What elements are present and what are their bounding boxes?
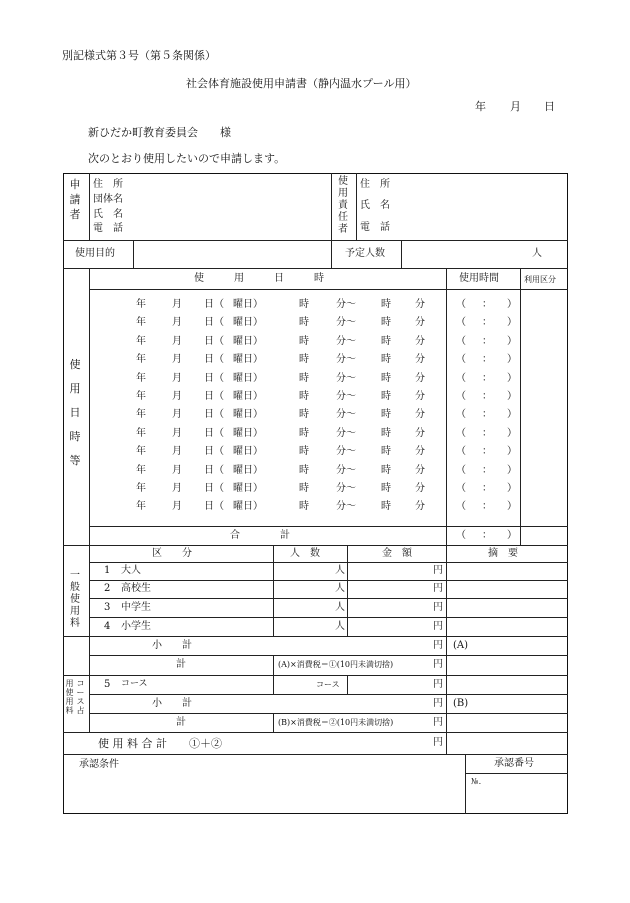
schedule-row-weekday: 曜日）	[233, 335, 263, 347]
fee-row-name: 中学生	[121, 602, 151, 613]
fee-people-header: 人 数	[290, 548, 320, 559]
fee-row-num: 3	[104, 602, 111, 613]
schedule-row-day: 日（	[204, 427, 224, 439]
schedule-row-min1: 分～	[336, 391, 356, 402]
schedule-row-time-open: （	[456, 299, 466, 310]
fee-row-unit: 人	[335, 621, 345, 632]
fee-row-unit: 人	[335, 602, 345, 613]
course-row-num: 5	[104, 679, 111, 690]
schedule-row-time-colon: ：	[482, 446, 492, 458]
schedule-row-min1: 分～	[336, 317, 356, 329]
schedule-row-time-open: （	[456, 317, 466, 329]
schedule-row-day: 日（	[204, 483, 224, 494]
course-subtotal-yen: 円	[433, 698, 443, 709]
schedule-row-weekday: 曜日）	[233, 354, 263, 366]
schedule-row-year: 年	[136, 446, 146, 458]
total-time-colon: ：	[482, 530, 492, 541]
schedule-row-time-close: ）	[507, 501, 517, 513]
fee-row-num: 4	[104, 621, 111, 632]
schedule-row-day: 日（	[204, 501, 224, 513]
applicant-group-label: 団体名	[93, 194, 123, 205]
schedule-row-year: 年	[136, 501, 146, 513]
schedule-row-year: 年	[136, 299, 146, 310]
schedule-row-hour2: 時	[381, 483, 391, 494]
applicant-phone-label: 電 話	[93, 223, 123, 234]
schedule-row-day: 日（	[204, 335, 224, 347]
schedule-row-day: 日（	[204, 446, 224, 458]
schedule-row-time-open: （	[456, 446, 466, 458]
schedule-row-min2: 分	[415, 391, 425, 402]
schedule-row-year: 年	[136, 464, 146, 476]
schedule-row-time-open: （	[456, 501, 466, 513]
schedule-row-time-close: ）	[507, 299, 517, 310]
schedule-row-weekday: 曜日）	[233, 299, 263, 310]
schedule-row-time-close: ）	[507, 317, 517, 329]
schedule-row-month: 月	[172, 409, 182, 421]
schedule-row-day: 日（	[204, 299, 224, 310]
schedule-row-hour2: 時	[381, 354, 391, 366]
schedule-row-min2: 分	[415, 427, 425, 439]
schedule-row-min2: 分	[415, 335, 425, 347]
schedule-row-month: 月	[172, 372, 182, 384]
schedule-row-min1: 分～	[336, 354, 356, 366]
schedule-row-min1: 分～	[336, 501, 356, 513]
fee-total-formula: (A)×消費税＝①(10円未満切捨)	[278, 660, 394, 669]
schedule-row-hour1: 時	[299, 317, 309, 329]
schedule-row-hour1: 時	[299, 409, 309, 421]
schedule-row-hour2: 時	[381, 335, 391, 347]
course-total-label: 計	[176, 717, 186, 728]
date-day: 日	[544, 100, 555, 113]
schedule-row-month: 月	[172, 391, 182, 402]
responsible-address-label: 住 所	[360, 179, 390, 190]
schedule-row-time-close: ）	[507, 372, 517, 384]
schedule-row-hour1: 時	[299, 335, 309, 347]
schedule-row-time-colon: ：	[482, 483, 492, 494]
time-column-header: 使用時間	[459, 273, 499, 284]
schedule-row-hour1: 時	[299, 391, 309, 402]
schedule-row-time-open: （	[456, 335, 466, 347]
schedule-row-weekday: 曜日）	[233, 409, 263, 421]
schedule-row-min2: 分	[415, 317, 425, 329]
responsible-name-label: 氏 名	[360, 200, 390, 211]
schedule-row-min2: 分	[415, 483, 425, 494]
schedule-row-weekday: 曜日）	[233, 317, 263, 329]
form-title: 社会体育施設使用申請書（静内温水プール用）	[186, 77, 417, 90]
category-column-header: 利用区分	[524, 275, 556, 284]
form-reference: 別記様式第３号（第５条関係）	[62, 49, 216, 62]
schedule-row-min1: 分～	[336, 446, 356, 458]
schedule-row-min2: 分	[415, 409, 425, 421]
schedule-row-time-colon: ：	[482, 501, 492, 513]
schedule-row-time-colon: ：	[482, 372, 492, 384]
schedule-row-time-open: （	[456, 409, 466, 421]
schedule-row-time-colon: ：	[482, 335, 492, 347]
schedule-row-month: 月	[172, 354, 182, 366]
schedule-row-hour2: 時	[381, 464, 391, 476]
fee-row-name: 大人	[121, 565, 141, 576]
schedule-row-month: 月	[172, 335, 182, 347]
schedule-row-time-close: ）	[507, 483, 517, 494]
schedule-row-year: 年	[136, 354, 146, 366]
schedule-row-day: 日（	[204, 354, 224, 366]
course-row-name: コース	[121, 679, 148, 689]
datetime-column-header: 使 用 日 時	[194, 273, 324, 284]
grand-total-yen: 円	[433, 737, 443, 748]
schedule-row-min1: 分～	[336, 409, 356, 421]
schedule-row-month: 月	[172, 299, 182, 310]
fee-category-header: 区 分	[152, 548, 192, 559]
schedule-side-label: 使用日時等	[69, 358, 81, 467]
schedule-row-time-colon: ：	[482, 464, 492, 476]
fee-row-name: 高校生	[121, 583, 151, 594]
schedule-row-time-colon: ：	[482, 409, 492, 421]
schedule-row-min1: 分～	[336, 372, 356, 384]
schedule-row-hour1: 時	[299, 483, 309, 494]
schedule-row-hour1: 時	[299, 299, 309, 310]
fee-row-unit: 人	[335, 565, 345, 576]
applicant-side-label: 申請者	[69, 178, 81, 221]
grand-total-label: 使 用 料 合 計 ①＋②	[98, 737, 222, 750]
addressee: 新ひだか町教育委員会 様	[88, 126, 231, 139]
fee-row-num: 1	[104, 565, 111, 576]
schedule-row-weekday: 曜日）	[233, 483, 263, 494]
schedule-row-time-open: （	[456, 372, 466, 384]
schedule-row-year: 年	[136, 335, 146, 347]
fee-subtotal-label: 小 計	[152, 640, 192, 651]
schedule-row-weekday: 曜日）	[233, 427, 263, 439]
course-side-label-b: コ ー ス 占	[76, 679, 85, 715]
fee-row-yen: 円	[433, 602, 443, 613]
schedule-row-year: 年	[136, 372, 146, 384]
schedule-row-year: 年	[136, 427, 146, 439]
schedule-row-min2: 分	[415, 299, 425, 310]
approval-no-label: №.	[471, 777, 482, 786]
schedule-total-label: 合 計	[230, 530, 290, 541]
schedule-row-min2: 分	[415, 372, 425, 384]
fee-row-yen: 円	[433, 621, 443, 632]
applicant-address-label: 住 所	[93, 179, 123, 190]
schedule-row-time-close: ）	[507, 427, 517, 439]
schedule-row-min1: 分～	[336, 427, 356, 439]
fee-subtotal-yen: 円	[433, 640, 443, 651]
schedule-row-day: 日（	[204, 464, 224, 476]
fee-total-label: 計	[176, 659, 186, 670]
date-year: 年	[475, 100, 486, 113]
course-total-formula: (B)×消費税＝②(10円未満切捨)	[278, 718, 394, 727]
date-month: 月	[510, 100, 521, 113]
fee-row-name: 小学生	[121, 621, 151, 632]
applicant-name-label: 氏 名	[93, 209, 123, 220]
schedule-row-min1: 分～	[336, 299, 356, 310]
schedule-row-time-close: ）	[507, 335, 517, 347]
schedule-row-time-close: ）	[507, 464, 517, 476]
general-fee-side-label: 一般使用料	[70, 570, 80, 629]
schedule-row-time-open: （	[456, 483, 466, 494]
schedule-row-year: 年	[136, 483, 146, 494]
responsible-phone-label: 電 話	[360, 222, 390, 233]
schedule-row-hour2: 時	[381, 391, 391, 402]
schedule-row-hour1: 時	[299, 464, 309, 476]
intro-text: 次のとおり使用したいので申請します。	[88, 152, 286, 165]
planned-people-label: 予定人数	[345, 248, 385, 259]
course-total-yen: 円	[433, 717, 443, 728]
schedule-row-time-open: （	[456, 464, 466, 476]
schedule-row-time-colon: ：	[482, 317, 492, 329]
schedule-row-day: 日（	[204, 391, 224, 402]
schedule-row-time-open: （	[456, 427, 466, 439]
schedule-row-min2: 分	[415, 501, 425, 513]
schedule-row-time-close: ）	[507, 446, 517, 458]
schedule-row-month: 月	[172, 483, 182, 494]
schedule-row-time-colon: ：	[482, 427, 492, 439]
schedule-row-day: 日（	[204, 372, 224, 384]
schedule-row-hour1: 時	[299, 354, 309, 366]
schedule-row-min1: 分～	[336, 483, 356, 494]
fee-row-yen: 円	[433, 583, 443, 594]
schedule-row-min2: 分	[415, 464, 425, 476]
approval-conditions-label: 承認条件	[79, 759, 119, 770]
schedule-row-hour2: 時	[381, 317, 391, 329]
schedule-row-hour1: 時	[299, 427, 309, 439]
schedule-row-hour2: 時	[381, 427, 391, 439]
schedule-row-min2: 分	[415, 354, 425, 366]
course-row-yen: 円	[433, 679, 443, 690]
schedule-row-hour2: 時	[381, 501, 391, 513]
schedule-row-hour2: 時	[381, 409, 391, 421]
schedule-row-time-close: ）	[507, 391, 517, 402]
course-row-unit: コース	[316, 680, 340, 689]
people-unit: 人	[532, 248, 542, 259]
schedule-row-month: 月	[172, 446, 182, 458]
course-side-label-a: 用 使 用 料	[65, 679, 74, 715]
schedule-row-hour2: 時	[381, 446, 391, 458]
schedule-row-min1: 分～	[336, 464, 356, 476]
fee-row-unit: 人	[335, 583, 345, 594]
fee-amount-header: 金 額	[382, 548, 412, 559]
schedule-row-hour2: 時	[381, 299, 391, 310]
fee-row-num: 2	[104, 583, 111, 594]
schedule-row-time-close: ）	[507, 354, 517, 366]
schedule-row-time-colon: ：	[482, 391, 492, 402]
schedule-row-time-colon: ：	[482, 299, 492, 310]
schedule-row-day: 日（	[204, 409, 224, 421]
schedule-row-hour2: 時	[381, 372, 391, 384]
fee-total-yen: 円	[433, 659, 443, 670]
purpose-label: 使用目的	[75, 248, 115, 259]
responsible-side-label: 使用責任者	[338, 176, 348, 235]
schedule-row-year: 年	[136, 317, 146, 329]
schedule-row-weekday: 曜日）	[233, 464, 263, 476]
schedule-row-year: 年	[136, 391, 146, 402]
schedule-row-hour1: 時	[299, 501, 309, 513]
schedule-row-weekday: 曜日）	[233, 501, 263, 513]
total-time-close: ）	[507, 530, 517, 541]
fee-row-yen: 円	[433, 565, 443, 576]
schedule-row-weekday: 曜日）	[233, 446, 263, 458]
schedule-row-time-close: ）	[507, 409, 517, 421]
course-subtotal-note: (B)	[453, 698, 469, 709]
approval-number-label: 承認番号	[494, 758, 534, 769]
schedule-row-time-colon: ：	[482, 354, 492, 366]
schedule-row-weekday: 曜日）	[233, 391, 263, 402]
schedule-row-weekday: 曜日）	[233, 372, 263, 384]
schedule-row-month: 月	[172, 501, 182, 513]
schedule-row-time-open: （	[456, 391, 466, 402]
schedule-row-day: 日（	[204, 317, 224, 329]
schedule-row-hour1: 時	[299, 372, 309, 384]
schedule-row-month: 月	[172, 427, 182, 439]
schedule-row-min1: 分～	[336, 335, 356, 347]
schedule-row-year: 年	[136, 409, 146, 421]
fee-subtotal-note: (A)	[453, 640, 469, 651]
schedule-row-month: 月	[172, 464, 182, 476]
total-time-open: （	[456, 530, 466, 541]
fee-notes-header: 摘 要	[488, 548, 518, 559]
course-subtotal-label: 小 計	[152, 698, 192, 709]
schedule-row-hour1: 時	[299, 446, 309, 458]
schedule-row-month: 月	[172, 317, 182, 329]
schedule-row-time-open: （	[456, 354, 466, 366]
schedule-row-min2: 分	[415, 446, 425, 458]
